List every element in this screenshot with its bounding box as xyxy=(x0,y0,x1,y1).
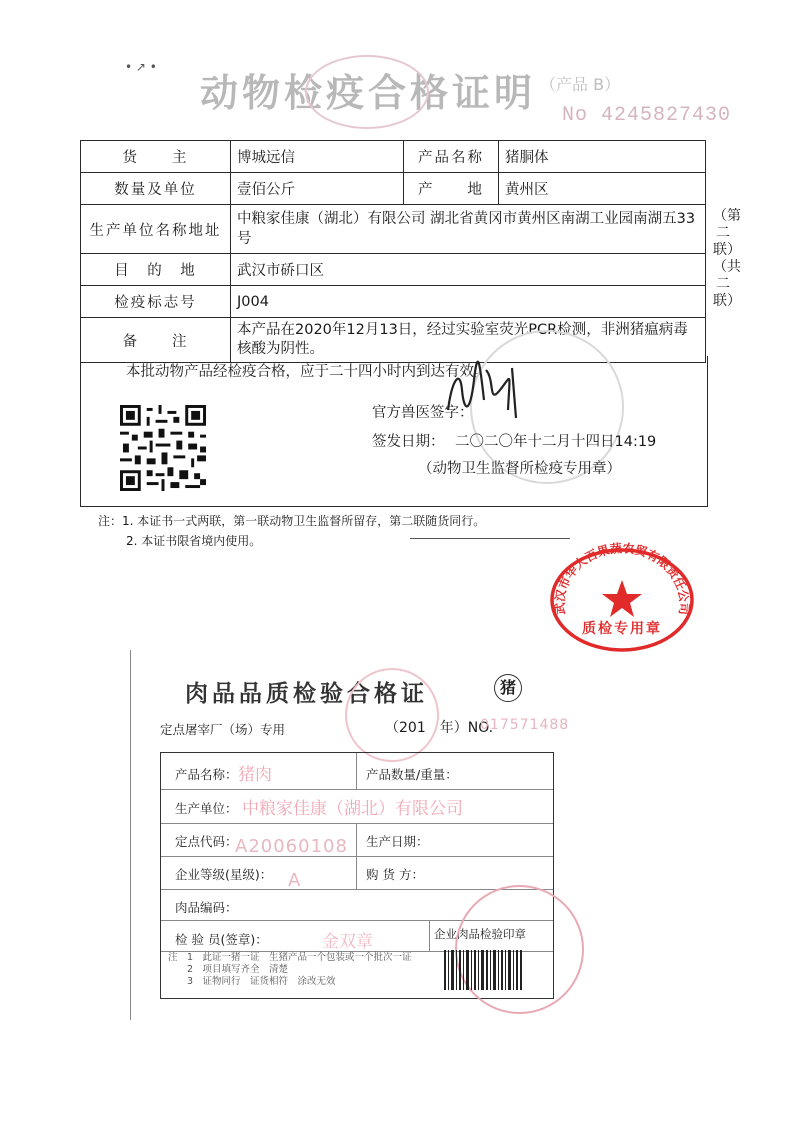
cert1-note-1: 注：1. 本证书一式两联，第一联动物卫生监督所留存，第二联随货同行。 xyxy=(98,514,486,528)
product-label: 产品名称 xyxy=(404,141,499,173)
issue-date-value: 二〇二〇年十二月十四日14:19 xyxy=(455,434,657,450)
cert1-notes xyxy=(98,511,485,551)
cert2-note-2: 2 项目填写齐全 清楚 xyxy=(168,964,289,975)
cert2-year: （201 年）NO. xyxy=(385,720,494,736)
row-divider xyxy=(161,856,553,857)
producer-label: 生产单位名称地址 xyxy=(81,205,231,254)
barcode-icon xyxy=(442,950,524,990)
meat-code-label: 肉品编码： xyxy=(175,900,238,915)
buyer-label: 购 货 方： xyxy=(366,867,424,882)
inspector-label: 检 验 员(签章)： xyxy=(175,932,268,947)
producer-value: 中粮家佳康（湖北）有限公司 湖北省黄冈市黄州区南湖工业园南湖五33号 xyxy=(231,205,706,254)
inspector-value: 金双章 xyxy=(322,932,373,952)
cert2-note-3: 3 证物同行 证货相符 涂改无效 xyxy=(168,976,336,987)
faint-stamp-top xyxy=(305,55,429,129)
col-divider xyxy=(356,753,357,789)
product-name-label: 产品名称： xyxy=(175,767,238,782)
issue-date-label: 签发日期： xyxy=(372,434,445,450)
remark-value: 本产品在2020年12月13日，经过实验室荧光PCR检测，非洲猪瘟病毒核酸为阴性。 xyxy=(231,318,706,363)
scan-marks: • ↗ • xyxy=(125,60,157,74)
origin-label: 产 地 xyxy=(404,173,499,205)
scan-line xyxy=(410,538,570,539)
remark-label: 备 注 xyxy=(81,318,231,363)
cert2-note-1: 注 1 此证一猪一证 生猪产品一个包装或一个批次一证 xyxy=(168,952,412,963)
product-value: 猪胴体 xyxy=(499,141,706,173)
cert1-note-2: 2. 本证书限省境内使用。 xyxy=(126,534,262,548)
mark-label: 检疫标志号 xyxy=(81,286,231,318)
enterprise-seal-label: 企业肉品检验印章 xyxy=(434,927,526,941)
faint-pink-stamp xyxy=(345,668,439,762)
row-divider xyxy=(161,789,553,790)
copy-side-label: （第二联）（共二联） xyxy=(713,208,741,309)
grade-label: 企业等级(星级)： xyxy=(175,867,273,882)
cert2-notes xyxy=(168,952,412,988)
grade-value: A xyxy=(288,870,302,891)
red-quality-stamp xyxy=(548,540,696,652)
qty-label: 数量及单位 xyxy=(81,173,231,205)
cert1-title: 动物检疫合格证明 xyxy=(200,70,537,115)
product-name-value: 猪肉 xyxy=(238,765,272,785)
code-label: 定点代码： xyxy=(175,834,238,849)
prod-date-label: 生产日期： xyxy=(366,834,429,849)
qty-value: 壹佰公斤 xyxy=(231,173,404,205)
vet-sign-label: 官方兽医签字： xyxy=(372,405,474,421)
col-divider xyxy=(356,823,357,889)
quarantine-seal-text: （动物卫生监督所检疫专用章） xyxy=(418,461,621,477)
code-value: A20060108 xyxy=(235,836,348,857)
origin-value: 黄州区 xyxy=(499,173,706,205)
destination-value: 武汉市硚口区 xyxy=(231,254,706,286)
product-qty-label: 产品数量/重量： xyxy=(366,767,458,782)
producer-label: 生产单位： xyxy=(175,801,238,816)
cert1-title-suffix: （产品 B） xyxy=(540,75,621,94)
red-stamp-arc-text: 武汉市华大百果蔬农贸有限责任公司 xyxy=(552,541,692,616)
mark-value: J004 xyxy=(231,286,706,318)
row-divider xyxy=(161,823,553,824)
owner-value: 博城远信 xyxy=(231,141,404,173)
cert2-subtitle: 定点屠宰厂（场）专用 xyxy=(160,722,286,737)
destination-label: 目 的 地 xyxy=(81,254,231,286)
qr-code-icon xyxy=(120,405,206,491)
cert1-table xyxy=(80,140,706,363)
cert1-serial-no: No 4245827430 xyxy=(562,104,732,127)
producer-value: 中粮家佳康（湖北）有限公司 xyxy=(242,799,463,819)
cert2-number: 017571488 xyxy=(480,717,570,733)
valid-text: 本批动物产品经检疫合格，应于二十四小时内到达有效。 xyxy=(126,364,489,380)
cert2-title: 肉品品质检验合格证 xyxy=(185,680,428,707)
red-stamp-subtext: 质检专用章 xyxy=(582,621,662,637)
pig-circle-mark: 猪 xyxy=(494,674,522,702)
owner-label: 货 主 xyxy=(81,141,231,173)
